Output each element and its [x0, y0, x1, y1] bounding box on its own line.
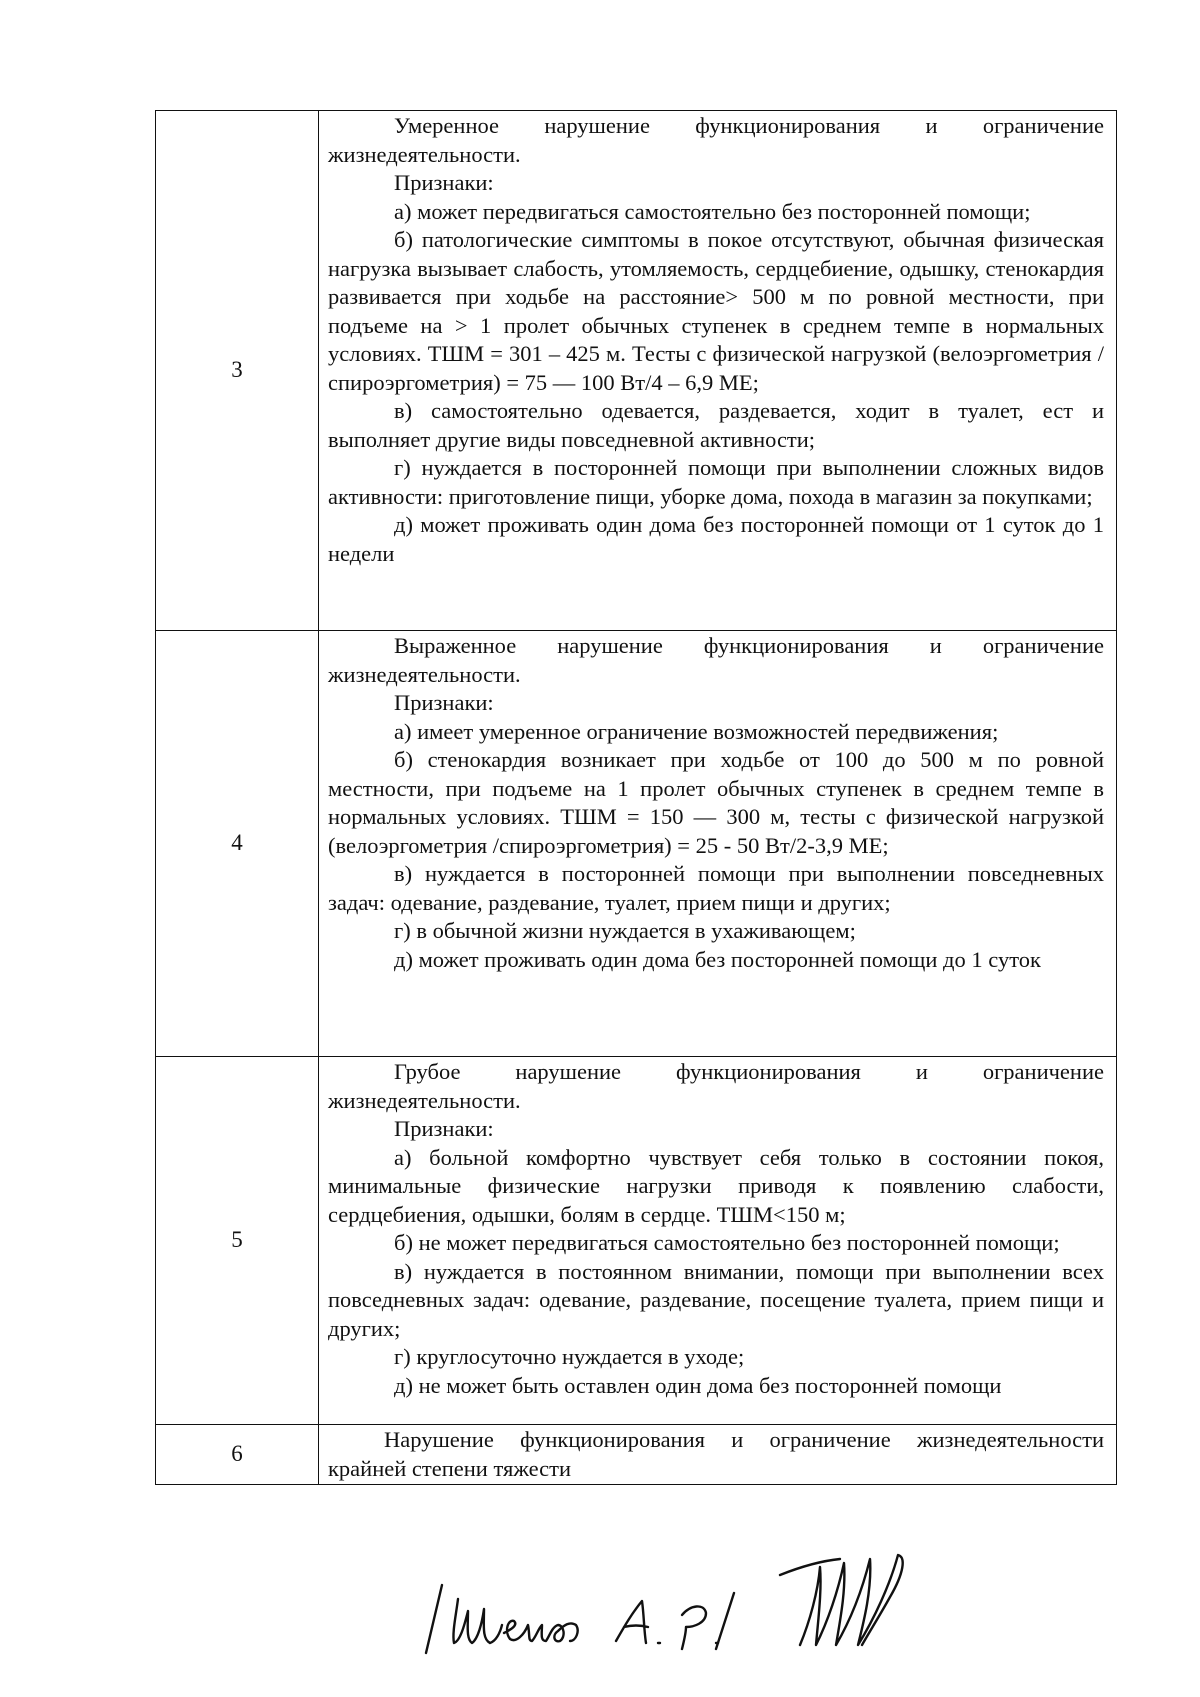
severity-description [319, 1057, 1117, 1425]
severity-description [319, 111, 1117, 631]
description-paragraph: б) патологические симптомы в покое отсутствуют, обычная физическая нагрузка вызывает слабость, утомляемость, сердцебиение, одышку, стенокардия развивается при ходьбе на расстояние> 500 м по ровной местности, при подъеме на > 1 пролет обычных ступенек в среднем темпе в нормальных условиях. ТШМ = 301 – 425 м. Тесты с физической нагрузкой (велоэргометрия /спироэргометрия) = 75 — 100 Вт/4 – 6,9 МЕ; [328, 227, 1104, 395]
severity-number: 6 [156, 1425, 319, 1485]
signature-letter-sh [453, 1599, 502, 1643]
description-paragraph: д) может проживать один дома без посторонней помощи от 1 суток до 1 недели [328, 512, 1104, 566]
severity-description [319, 1425, 1117, 1485]
description-paragraph: г) круглосуточно нуждается в уходе; [394, 1344, 745, 1369]
description-paragraph: Признаки: [394, 170, 494, 195]
description-paragraph: б) стенокардия возникает при ходьбе от 100 до 500 м по ровной местности, при подъеме на 1 пролет обычных ступенек в среднем темпе в нормальных условиях. ТШМ = 150 — 300 м, тесты с физической нагрузкой (велоэргометрия /спироэргометрия) = 25 - 50 Вт/2-3,9 МЕ; [328, 747, 1104, 858]
description-paragraph: в) самостоятельно одевается, раздевается, ходит в туалет, ест и выполняет другие виды повседневной активности; [328, 398, 1104, 452]
table-row [156, 1425, 1117, 1485]
description-paragraph: г) нуждается в посторонней помощи при выполнении сложных видов активности: приготовление пищи, уборке дома, похода в магазин за покупками; [328, 455, 1104, 509]
description-paragraph: в) нуждается в постоянном внимании, помощи при выполнении всех повседневных задач: одевание, раздевание, посещение туалета, прием пищи и других; [328, 1258, 1104, 1341]
severity-number: 3 [156, 111, 319, 631]
description-paragraph: Признаки: [394, 1116, 494, 1141]
signature-initial-r [682, 1606, 706, 1649]
description-paragraph: Нарушение функционирования и ограничение жизнедеятельности крайней степени тяжести [328, 1427, 1104, 1481]
table-row [156, 631, 1117, 1057]
severity-number: 4 [156, 631, 319, 1057]
description-paragraph: г) в обычной жизни нуждается в ухаживающем; [394, 918, 856, 943]
table-row [156, 1057, 1117, 1425]
description-paragraph: а) больной комфортно чувствует себя только в состоянии покоя, минимальные физические нагрузки приводя к появлению слабости, сердцебиения, одышки, болям в сердце. ТШМ<150 м; [328, 1144, 1104, 1227]
criteria-table [155, 110, 1117, 1485]
signature-slash-left [426, 1585, 442, 1653]
description-paragraph: Признаки: [394, 690, 494, 715]
description-paragraph: Выраженное нарушение функционирования и ограничение жизнедеятельности. [328, 633, 1104, 687]
handwritten-signature [420, 1545, 980, 1655]
description-paragraph: а) может передвигаться самостоятельно без посторонней помощи; [394, 198, 1031, 224]
table-row [156, 111, 1117, 631]
signature-underline [780, 1559, 840, 1575]
description-paragraph: д) не может быть оставлен один дома без посторонней помощи [394, 1372, 1002, 1398]
signature-initial-a [616, 1601, 648, 1643]
description-paragraph: д) может проживать один дома без посторонней помощи до 1 суток [394, 946, 1041, 972]
severity-number: 5 [156, 1057, 319, 1425]
severity-description [319, 631, 1117, 1057]
description-paragraph: в) нуждается в посторонней помощи при выполнении повседневных задач: одевание, раздевание, туалет, прием пищи и других; [328, 861, 1104, 915]
description-paragraph: Умеренное нарушение функционирования и ограничение жизнедеятельности. [328, 113, 1104, 167]
description-paragraph: а) имеет умеренное ограничение возможностей передвижения; [394, 718, 999, 744]
description-paragraph: б) не может передвигаться самостоятельно без посторонней помощи; [394, 1230, 1060, 1255]
signature-scribble [800, 1555, 903, 1645]
description-paragraph: Грубое нарушение функционирования и ограничение жизнедеятельности. [328, 1059, 1104, 1113]
signature-letters-emov [504, 1621, 578, 1642]
signature-slash-right [716, 1593, 734, 1649]
